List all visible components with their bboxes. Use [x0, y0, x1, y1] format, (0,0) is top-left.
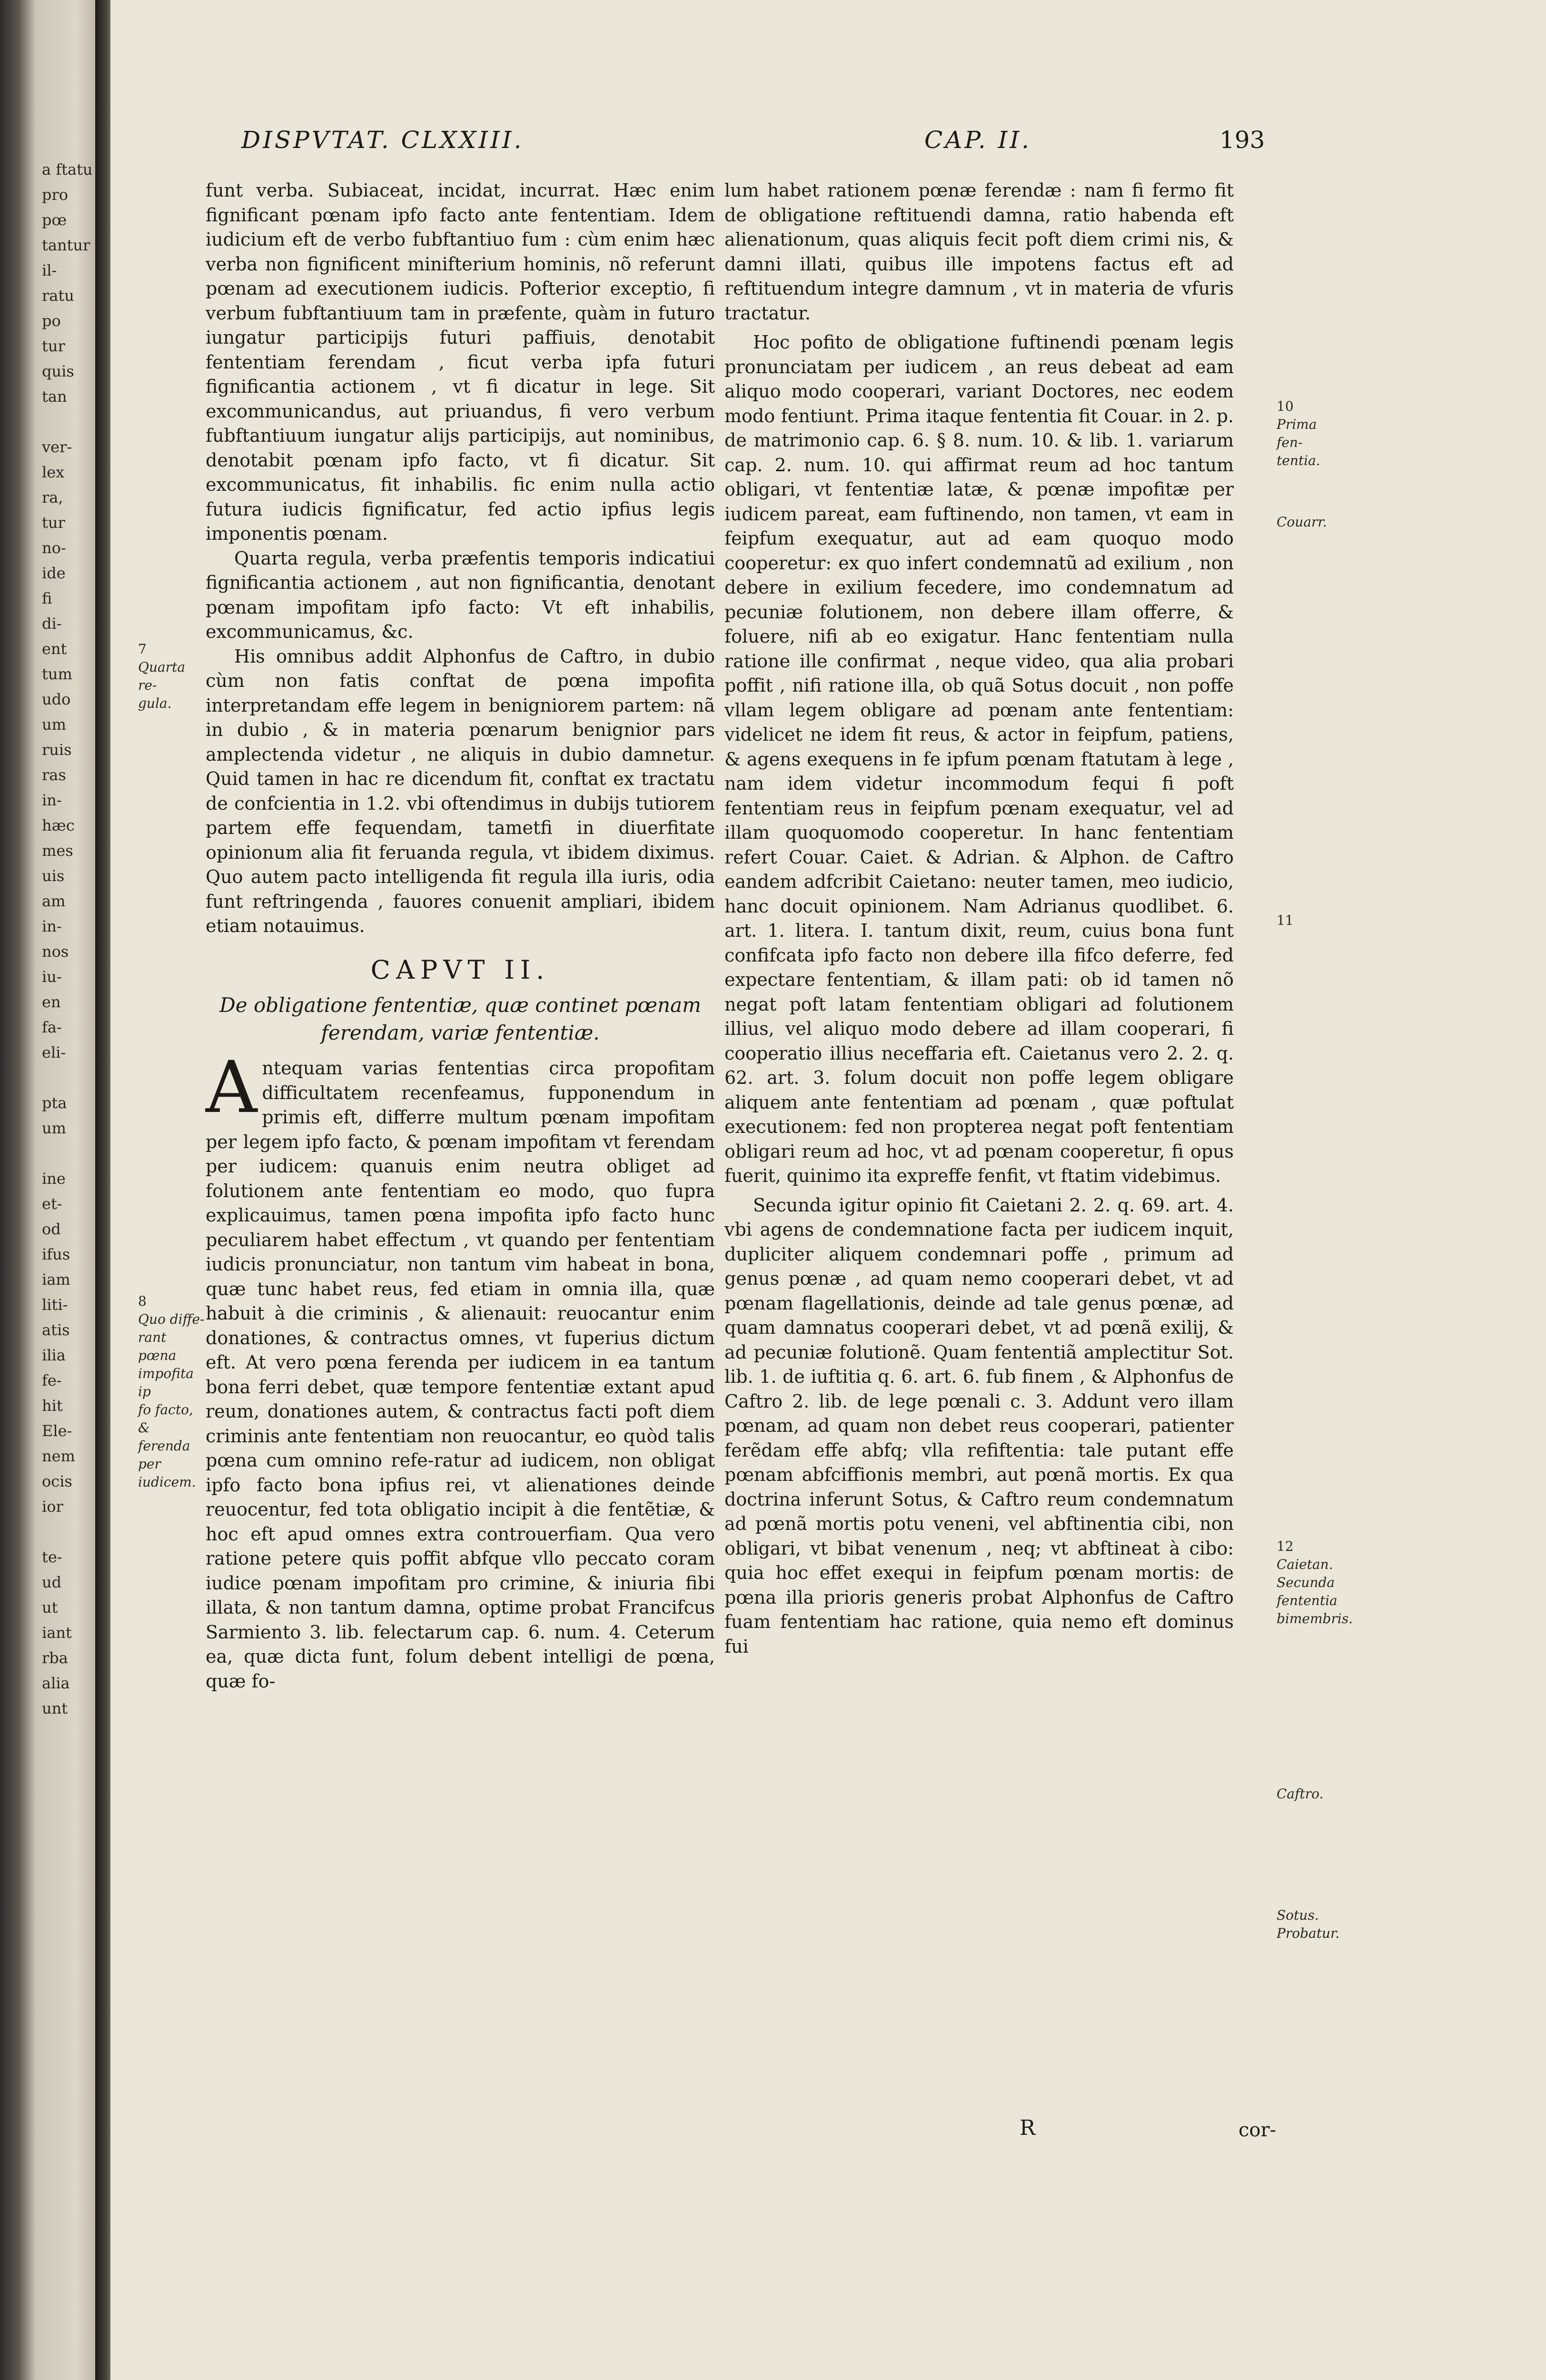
previous-page-fragment: ocis: [42, 1472, 72, 1490]
previous-page-fragment: ruis: [42, 741, 72, 759]
book-page: [110, 0, 1546, 2380]
previous-page-fragment: udo: [42, 690, 71, 708]
signature-mark: R: [1020, 2116, 1036, 2140]
right-paragraph-3: Secunda igitur opinio fit Caietani 2. 2. q. 69. art. 4. vbi agens de condemnatione facta per iudicem inquit, dupliciter aliquem condemnari poffe , primum ad genus pœnæ , ad quam nemo cooperari debet, vt ad pœnam flagellationis, deinde ad tale genus pœnæ, ad quam damnatus cooperari debet, vt ad pœnã exilij, & ad pecuniæ folutionẽ. Quam fententiã amplectitur Sot. lib. 1. de iuftitia q. 6. art. 6. fub finem , & Alphonfus de Caftro 2. lib. de lege pœnali c. 3. Addunt vero illam pœnam, ad quam non debet reus cooperari, patienter ferẽdam effe abfq; vlla refiftentia: tale putant effe pœnam abfciffionis membri, aut pœnã mortis. Ex qua doctrina inferunt Sotus, & Caftro reum condemnatum ad pœnã mortis potu veneni, vel abftinentia cibi, non obligari, vt bibat venenum , neq; vt abftineat à cibo: quia hoc effet exequi in feipfum pœnam mortis: de pœna illa prioris generis probat Alphonfus de Caftro fuam fententiam hac ratione, quia nemo eft dominus fui: [724, 1194, 1234, 1657]
margin-note-8: 8 Quo diffe- rant pœna impofita ip fo facto, & ferenda per iudicem.: [138, 1293, 205, 1490]
previous-page-fragment: pœ: [42, 211, 67, 229]
previous-page-fragment: atis: [42, 1321, 70, 1339]
margin-note-7: 7 Quarta re- gula.: [138, 641, 186, 711]
previous-page-fragment: um: [42, 1119, 66, 1137]
previous-page-fragment: et-: [42, 1195, 62, 1213]
previous-page-fragment: [42, 1065, 94, 1091]
previous-page-fragment: nos: [42, 942, 69, 961]
previous-page-fragment: tantur: [42, 236, 90, 254]
running-head-left: DISPVTAT. CLXXIII.: [241, 126, 524, 154]
previous-page-fragment: ine: [42, 1170, 66, 1188]
right-paragraph-2: Hoc pofito de obligatione fuftinendi pœnam legis pronunciatam per iudicem , an reus debeat ad eam aliquo modo cooperari, variant Doctores, nec eodem modo fentiunt. Prima itaque fententia fit Couar. in 2. p. de matrimonio cap. 6. § 8. num. 10. & lib. 1. variarum cap. 2. num. 10. qui affirmat reum ad hoc tantum obligari, vt fententiæ latæ, & pœnæ impofitæ per iudicem pareat, eam fuftinendo, non tamen, vt eam in feipfum exequatur, aut ad eam quoquo modo cooperetur: ex quo infert condemnatũ ad exilium , non debere in exilium fecedere, imo condemnatum ad pecuniæ folutionem, non debere illam offerre, & foluere, nifi ab eo exigatur. Hanc fententiam nulla ratione ille confirmat , neque video, qua alia probari poffit , nifi ratione illa, ob quã Sotus docuit , non poffe vllam legem obligare ad pœnam ante fententiam: videlicet ne idem fit reus, & actor in feipfum, patiens, & agens exequens in fe ipfum pœnam ftatutam à lege , nam idem videtur incommodum fequi fi poft fententiam reus in feipfum pœnam exequatur, vel ad illam quoquomodo cooperetur. In hanc fententiam refert Couar. Caiet. & Adrian. & Alphon. de Caftro eandem adfcribit Caietano: neuter tamen, meo iudicio, hanc docuit opinionem. Nam Adrianus quodlibet. 6. art. 1. litera. I. tantum dixit, reum, cuius bona funt confifcata ipfo facto non debere illa fifco deferre, fed expectare fententiam, & illam pati: ob id tamen nõ negat poft latam fententiam obligari ad folutionem illius, vel aliquo modo debere ad illam cooperari, fi cooperatio illius neceffaria eft. Caietanus vero 2. 2. q. 62. art. 3. folum docuit non poffe legem obligare aliquem ante fententiam ad pœnam , quæ poftulat executionem: fed non propterea negat poft fententiam obligari reum ad hoc, vt ad pœnam cooperetur, fi opus fuerit, quinimo ita expreffe fenfit, vt ftatim videbimus.: [724, 332, 1234, 1186]
chapter-subtitle: De obligatione fententiæ, quæ continet pœnam ferendam, variæ fententiæ.: [219, 993, 701, 1044]
previous-page-fragment: in-: [42, 791, 62, 809]
previous-page-fragment: ilia: [42, 1346, 66, 1364]
previous-page-fragment: fi: [42, 589, 52, 607]
chapter-title: CAPVT II.: [370, 954, 550, 985]
previous-page-fragment: liti-: [42, 1296, 68, 1314]
previous-page-edge: [0, 0, 95, 2380]
previous-page-fragment: ent: [42, 640, 67, 658]
previous-page-fragment: pro: [42, 186, 69, 204]
previous-page-fragment: iam: [42, 1270, 70, 1289]
margin-note-sotus: Sotus. Probatur.: [1277, 1907, 1340, 1941]
previous-page-fragment: di-: [42, 615, 62, 633]
previous-page-fragment: ra,: [42, 488, 63, 506]
previous-page-fragment: rba: [42, 1649, 68, 1667]
right-column: [724, 178, 1234, 1659]
margin-note-10: 10 Prima fen- tentia.: [1277, 398, 1320, 468]
catchword: cor-: [1239, 2119, 1277, 2141]
previous-page-fragment: ifus: [42, 1245, 70, 1263]
previous-page-fragment: te-: [42, 1548, 62, 1566]
previous-page-fragment: um: [42, 715, 66, 734]
previous-page-fragment: ver-: [42, 438, 72, 456]
previous-page-fragment: [42, 1519, 94, 1545]
previous-page-fragment: fe-: [42, 1371, 62, 1389]
previous-page-fragment: pta: [42, 1094, 67, 1112]
previous-page-fragment: ut: [42, 1598, 58, 1616]
previous-page-fragment: fa-: [42, 1018, 62, 1036]
margin-note-castro: Caftro.: [1277, 1786, 1324, 1802]
previous-page-fragment: il-: [42, 261, 57, 279]
previous-page-fragment: eli-: [42, 1043, 66, 1061]
previous-page-fragment: ide: [42, 564, 66, 582]
previous-page-fragment: nem: [42, 1447, 75, 1465]
margin-note-12: 12 Caietan. Secunda fententia bimembris.: [1277, 1538, 1353, 1626]
previous-page-fragment: alia: [42, 1674, 70, 1692]
previous-page-fragment: [42, 1141, 94, 1166]
previous-page-fragment: [42, 409, 94, 435]
running-head-right: CAP. II.: [924, 126, 1032, 154]
left-column: [206, 178, 715, 1694]
previous-page-fragment: tur: [42, 337, 65, 355]
previous-page-fragment: no-: [42, 539, 66, 557]
margin-note-couarr: Couarr.: [1277, 514, 1327, 530]
previous-page-fragment: am: [42, 892, 66, 910]
left-paragraph-2: Quarta regula, verba præfentis temporis indicatiui fignificantia actionem , aut non fignificantia, denotant pœnam impofitam ipfo facto: Vt eft inhabilis, excommunicamus, &c.: [206, 547, 715, 642]
previous-page-fragment: en: [42, 993, 61, 1011]
left-paragraph-1: funt verba. Subiaceat, incidat, incurrat. Hæc enim fignificant pœnam ipfo facto ante fententiam. Idem iudicium eft de verbo fubftantiuo fum : cùm enim hæc verba non fignificent minifterium hominis, nõ referunt pœnam ad executionem iudicis. Pofterior exceptio, fi verbum fubftantiuum tam in præfente, quàm in futuro iungatur participijs futuri paffiuis, denotabit fententiam ferendam , ficut verba ipfa futuri fignificantia actionem , vt fi dicatur in lege. Sit excommunicandus, aut priuandus, fi vero verbum fubftantiuum iungatur alijs participijs, aut nominibus, denotabit pœnam ipfo facto, vt fi dicatur. Sit excommunicatus, fit inhabilis. fic enim nulla actio futura iudicis fignificatur, fed actio ipfius legis imponentis pœnam.: [206, 180, 715, 544]
previous-page-fragment: Ele-: [42, 1422, 72, 1440]
previous-page-fragment: uis: [42, 867, 65, 885]
previous-page-fragment: tan: [42, 387, 67, 406]
previous-page-fragment: a ftatu: [42, 160, 93, 178]
previous-page-fragment: ratu: [42, 287, 74, 305]
previous-page-fragment: tur: [42, 514, 65, 532]
previous-page-fragment: quis: [42, 362, 74, 380]
left-paragraph-3: His omnibus addit Alphonfus de Caftro, in dubio cùm non fatis conftat de pœna impofita interpretandam effe legem in benigniorem partem: nã in dubio , & in materia pœnarum benignior pars amplectenda videtur , ne aliquis in dubio damnetur. Quid tamen in hac re dicendum fit, conftat ex tractatu de confcientia in 1.2. vbi oftendimus in dubijs tutiorem partem effe fequendam, tametfi in diuerfitate opinionum alia fit feruanda regula, vt ibidem diximus. Quo autem pacto intelligenda fit regula illa iuris, odia funt reftringenda , fauores conuenit ampliari, ibidem etiam notauimus.: [206, 645, 715, 936]
previous-page-fragment: unt: [42, 1699, 68, 1717]
previous-page-fragment: od: [42, 1220, 61, 1238]
previous-page-text-fragments: [42, 157, 94, 2213]
previous-page-fragment: iant: [42, 1624, 72, 1642]
previous-page-fragment: mes: [42, 842, 73, 860]
previous-page-fragment: lex: [42, 463, 65, 481]
previous-page-fragment: iu-: [42, 968, 62, 986]
previous-page-fragment: ud: [42, 1573, 62, 1591]
previous-page-fragment: hit: [42, 1397, 63, 1415]
previous-page-fragment: ras: [42, 766, 66, 784]
previous-page-fragment: ior: [42, 1497, 63, 1516]
right-paragraph-1: lum habet rationem pœnæ ferendæ : nam fi fermo fit de obligatione reftituendi damna, ratio habenda eft alienationum, quas aliquis fecit poft diem crimi nis, & damni illati, quibus ille impotens factus eft ad reftituendum integre damnum , vt in materia de vfuris tractatur.: [724, 180, 1234, 324]
left-paragraph-4: Antequam varias fententias circa propofitam difficultatem recenfeamus, fupponendum in primis eft, differre multum pœnam impofitam per legem ipfo facto, & pœnam impofitam vt ferendam per iudicem: quanuis enim neutra obliget ad folutionem ante fententiam eo modo, quo fupra explicauimus, tamen pœna impofita ipfo facto hunc peculiarem habet effectum , vt quando per fententiam iudicis pronunciatur, non tantum vim habeat in bona, quæ tunc habet reus, fed etiam in omnia illa, quæ habuit à die criminis , & alienauit: reuocantur enim donationes, & contractus omnes, vt fuperius dictum eft. At vero pœna ferenda per iudicem in ea tantum bona ferri debet, quæ tempore fententiæ extant apud reum, donationes autem, & contractus facti poft diem criminis ante fententiam non reuocantur, eo quòd talis pœna cum omnino refe-ratur ad iudicem, non obligat ipfo facto bona ipfius rei, vt alienationes deinde reuocentur, fed tota obligatio incipit à die fentẽtiæ, & hoc eft apud omnes extra controuerfiam. Qua vero ratione petere quis poffit abfque vllo peccato coram iudice pœnam impofitam pro crimine, & iniuria fibi illata, & non tantum damna, optime probat Francifcus Sarmiento 3. lib. felectarum cap. 6. num. 4. Ceterum ea, quæ dicta funt, folum debent intelligi de pœna, quæ fo-: [206, 1046, 715, 1692]
previous-page-fragment: in-: [42, 917, 62, 935]
page-number: 193: [1219, 126, 1265, 154]
previous-page-fragment: tum: [42, 665, 72, 683]
margin-note-11: 11: [1277, 912, 1294, 928]
previous-page-fragment: hæc: [42, 816, 75, 834]
previous-page-fragment: po: [42, 312, 61, 330]
